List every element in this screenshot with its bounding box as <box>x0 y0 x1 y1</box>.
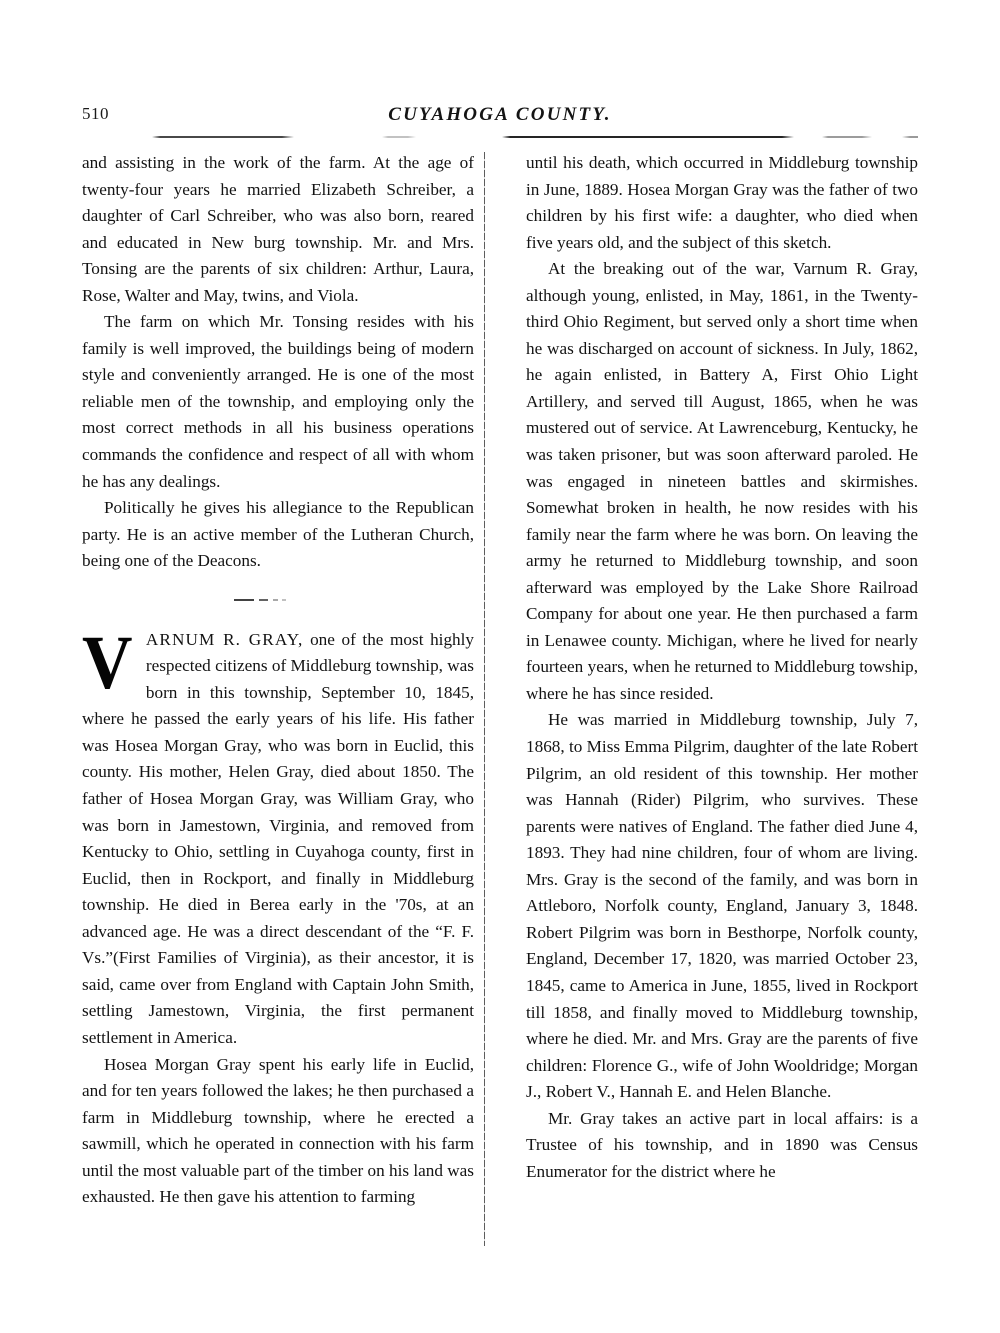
paragraph-hosea-early-life: Hosea Morgan Gray spent his early life in Euclid, and for ten years followed the lakes; he then purchased a farm in Middleburg township, where he erected a sawmill, which he operated in connection with his farm until the most valuable part of the timber on his land was exhausted. He then gave his attention to farming <box>82 1054 474 1207</box>
header-rule <box>82 136 918 138</box>
two-column-body <box>82 150 918 1260</box>
page-number: 510 <box>82 104 109 123</box>
paragraph-tonsing-politics: Politically he gives his allegiance to the Republican party. He is an active member of the Lutheran Church, being one of the Deacons. <box>82 498 474 571</box>
left-column <box>82 150 474 1260</box>
section-divider-ornament <box>82 575 474 627</box>
biography-opening-text: one of the most highly respected citizens of Middleburg township, was born in this township, September 10, 1845, where he passed the early years of his life. His father was Hosea Morgan Gray, who was born in Euclid, this county. His mother, Helen Gray, died about 1850. The father of Hosea Morgan Gray, was William Gray, who was born in Jamestown, Virginia, and removed from Kentucky to Ohio, settling in Cuyahoga county, first in Euclid, then in Rockport, and finally in Middleburg township. He died in Berea early in the '70s, at an advanced age. He was a direct descendant of the “F. F. Vs.”(First Families of Virginia), as their ancestor, it is said, came over from England with Captain John Smith, settling Jamestown, Virginia, the first permanent settlement in America. <box>82 629 474 1047</box>
biography-first-paragraph <box>82 620 474 1052</box>
drop-cap-letter: V <box>82 620 133 705</box>
running-head <box>82 104 918 128</box>
paragraph-war-service: At the breaking out of the war, Varnum R. Gray, although young, enlisted, in May, 1861, in the Twenty-third Ohio Regiment, but served only a short time when he was discharged on account of sickness. In July, 1862, he again enlisted, in Battery A, First Ohio Light Artillery, and served till August, 1865, when he was mustered out of service. At Lawrenceburg, Kentucky, he was taken prisoner, but was soon afterward paroled. He was engaged in nineteen battles and skirmishes. Somewhat broken in health, he now resides with his family near the farm where he was born. On leaving the army he returned to Middleburg township, and soon afterward was employed by the Lake Shore Railroad Company for about one year. He then purchased a farm in Lenawee county. Michigan, where he lived for nearly fourteen years, when he returned to Middleburg towship, where he has since resided. <box>526 259 918 703</box>
paragraph-marriage-pilgrim: He was married in Middleburg township, July 7, 1868, to Miss Emma Pilgrim, daughter of the late Robert Pilgrim, an old resident of this township. Her mother was Hannah (Rider) Pilgrim, who survives. These parents were natives of England. The father died June 4, 1893. They had nine children, four of whom are living. Mrs. Gray is the second of the family, and was born in Attleboro, Norfolk county, England, January 3, 1848. Robert Pilgrim was born in Besthorpe, Norfolk county, England, December 17, 1820, was married October 23, 1845, came to America in June, 1855, lived in Rockport till 1858, and finally moved to Middleburg township, where he died. Mr. and Mrs. Gray are the parents of five children: Florence G., wife of John Wooldridge; Morgan J., Robert V., Hannah E. and Helen Blanche. <box>526 710 918 1102</box>
paragraph-local-affairs: Mr. Gray takes an active part in local affairs: is a Trustee of his township, and in 1890 was Census Enumerator for the district where he <box>526 1108 918 1181</box>
running-title: CUYAHOGA COUNTY. <box>388 104 612 125</box>
paragraph-tonsing-family: and assisting in the work of the farm. At the age of twenty-four years he married Elizabeth Schreiber, a daughter of Carl Schreiber, who was also born, reared and educated in New burg township. Mr. and Mrs. Tonsing are the parents of six children: Arthur, Laura, Rose, Walter and May, twins, and Viola. <box>82 153 474 305</box>
biography-opening-varnum-gray <box>82 620 474 1052</box>
paragraph-tonsing-farm: The farm on which Mr. Tonsing resides with his family is well improved, the buildings being of modern style and conveniently arranged. He is one of the most reliable men of the township, and employing only the most correct methods in all his business operations commands the confidence and respect of all with whom he has any dealings. <box>82 312 474 491</box>
column-divider-rule <box>484 152 485 1246</box>
biography-headword: ARNUM R. GRAY, <box>145 629 304 649</box>
right-column <box>526 150 918 1260</box>
paragraph-hosea-death: until his death, which occurred in Middleburg township in June, 1889. Hosea Morgan Gray was the father of two children by his first wife: a daughter, who died when five years old, and the subject of this sketch. <box>526 153 918 252</box>
